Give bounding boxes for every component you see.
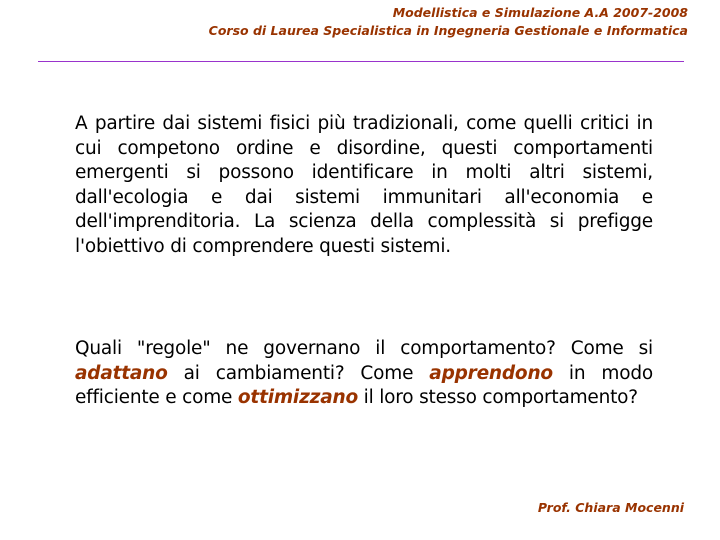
- keyword-apprendono: apprendono: [429, 362, 553, 384]
- paragraph-questions: [75, 337, 653, 411]
- header-divider: [38, 61, 684, 62]
- paragraph-intro: A partire dai sistemi fisici più tradizionali, come quelli critici in cui competono ordine e disordine, questi comportamenti emergenti si possono identificare in molti altri sistemi, dall'ecologia e dai sistemi immunitari all'economia e dell'imprenditoria. La scienza della complessità si prefigge l'obiettivo di comprendere questi sistemi.: [75, 113, 653, 257]
- question-text-3: in modo efficiente e come: [75, 362, 654, 408]
- slide-header: [209, 4, 688, 40]
- keyword-adattano: adattano: [75, 362, 168, 384]
- question-text-2: ai cambiamenti? Come: [167, 362, 430, 384]
- degree-program: Corso di Laurea Specialistica in Ingegneria Gestionale e Informatica: [208, 23, 688, 38]
- keyword-ottimizzano: ottimizzano: [237, 387, 358, 408]
- question-text-4: il loro stesso comportamento?: [357, 387, 638, 408]
- course-title: Modellistica e Simulazione A.A 2007-2008: [392, 5, 688, 20]
- author-footer: Prof. Chiara Mocenni: [537, 500, 684, 515]
- question-text-1: Quali "regole" ne governano il comportamento? Come si: [75, 338, 653, 359]
